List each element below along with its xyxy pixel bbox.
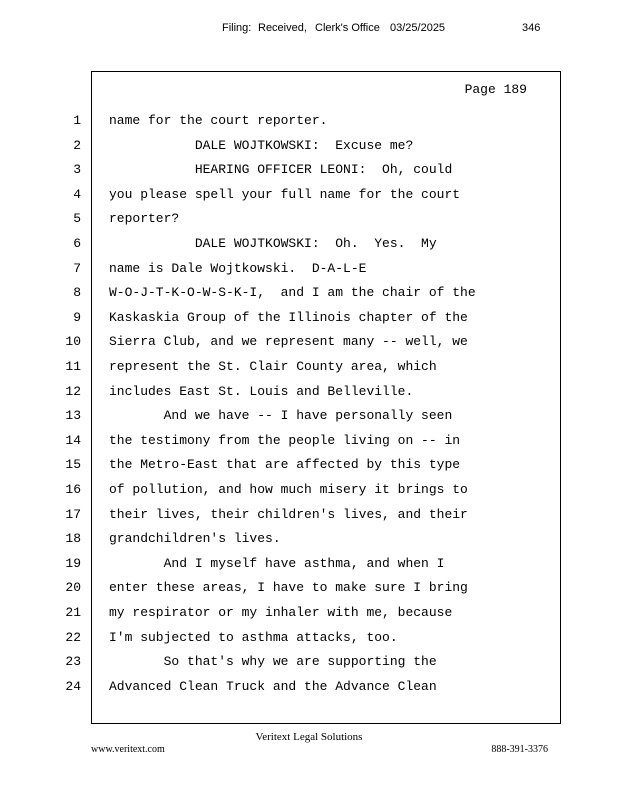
line-number: 3	[73, 162, 81, 178]
transcript-line	[0, 310, 618, 330]
transcript-line	[0, 605, 618, 625]
transcript-line	[0, 408, 618, 428]
filing-header	[0, 22, 618, 38]
line-number: 17	[65, 506, 81, 522]
line-number: 14	[65, 432, 81, 448]
line-number: 15	[65, 457, 81, 473]
line-text: HEARING OFFICER LEONI: Oh, could	[109, 162, 453, 178]
line-text: my respirator or my inhaler with me, because	[109, 605, 453, 620]
line-text: Sierra Club, and we represent many -- well, we	[109, 334, 468, 350]
line-number: 22	[65, 629, 81, 645]
line-number: 18	[65, 531, 81, 547]
transcript-line	[0, 187, 618, 207]
line-number: 16	[65, 482, 81, 497]
line-text: So that's why we are supporting the	[109, 654, 437, 670]
line-number: 20	[65, 580, 81, 596]
transcript-line	[0, 531, 618, 551]
transcript-line	[0, 384, 618, 404]
line-text: the testimony from the people living on -- in	[109, 432, 461, 448]
line-text: name for the court reporter.	[109, 113, 328, 128]
transcript-line	[0, 679, 618, 699]
line-number: 21	[65, 605, 81, 620]
line-text: I'm subjected to asthma attacks, too.	[109, 629, 398, 645]
line-text: name is Dale Wojtkowski. D-A-L-E	[109, 260, 367, 276]
transcript-line	[0, 457, 618, 477]
transcript-line	[0, 630, 618, 650]
footer-company: Veritext Legal Solutions	[255, 731, 363, 743]
line-number: 8	[73, 285, 81, 301]
line-text: enter these areas, I have to make sure I bring	[109, 580, 468, 596]
transcript-line	[0, 482, 618, 502]
document-page-number: 346	[522, 22, 541, 34]
transcript-line	[0, 556, 618, 576]
line-number: 6	[73, 236, 81, 251]
line-text: grandchildren's lives.	[109, 531, 281, 547]
line-text: the Metro-East that are affected by this type	[109, 457, 461, 473]
line-text: And we have -- I have personally seen	[109, 408, 453, 424]
clerks-office-label: Clerk's Office	[315, 22, 380, 34]
transcript-line	[0, 211, 618, 231]
line-number: 9	[73, 309, 81, 325]
line-number: 23	[65, 654, 81, 670]
filing-date: 03/25/2025	[390, 22, 446, 34]
line-number: 1	[73, 113, 81, 128]
line-number: 24	[65, 678, 81, 694]
transcript-line	[0, 507, 618, 527]
line-text: DALE WOJTKOWSKI: Excuse me?	[109, 137, 414, 153]
line-text: of pollution, and how much misery it brings to	[109, 482, 468, 497]
line-text: DALE WOJTKOWSKI: Oh. Yes. My	[109, 236, 437, 251]
line-text: includes East St. Louis and Belleville.	[109, 383, 414, 399]
line-number: 7	[73, 260, 81, 276]
received-label: Received,	[258, 22, 307, 34]
line-number: 10	[65, 334, 81, 350]
filing-label: Filing:	[222, 22, 252, 34]
transcript-line	[0, 580, 618, 600]
transcript-line	[0, 236, 618, 256]
line-number: 11	[65, 359, 81, 374]
line-text: Advanced Clean Truck and the Advance Clean	[109, 678, 437, 694]
line-number: 4	[73, 186, 81, 202]
line-number: 13	[65, 408, 81, 424]
transcript-line	[0, 138, 618, 158]
transcript-line	[0, 654, 618, 674]
line-text: you please spell your full name for the court	[109, 186, 461, 202]
transcript-line	[0, 285, 618, 305]
line-text: represent the St. Clair County area, which	[109, 359, 437, 374]
transcript-page-label: Page 189	[464, 82, 527, 97]
transcript-line	[0, 334, 618, 354]
line-number: 2	[73, 137, 81, 153]
transcript-line	[0, 113, 618, 133]
line-number: 5	[73, 211, 81, 227]
line-text: Kaskaskia Group of the Illinois chapter of the	[109, 309, 468, 325]
transcript-line	[0, 359, 618, 379]
transcript-line	[0, 433, 618, 453]
line-text: And I myself have asthma, and when I	[109, 555, 445, 571]
line-text: W-O-J-T-K-O-W-S-K-I, and I am the chair of the	[109, 285, 476, 301]
line-number: 12	[65, 383, 81, 399]
footer-website: www.veritext.com	[91, 744, 165, 755]
transcript-line	[0, 261, 618, 281]
line-text: their lives, their children's lives, and their	[109, 506, 468, 522]
footer-phone: 888-391-3376	[491, 744, 548, 755]
transcript-line	[0, 162, 618, 182]
line-text: reporter?	[109, 211, 180, 227]
line-number: 19	[65, 555, 81, 571]
